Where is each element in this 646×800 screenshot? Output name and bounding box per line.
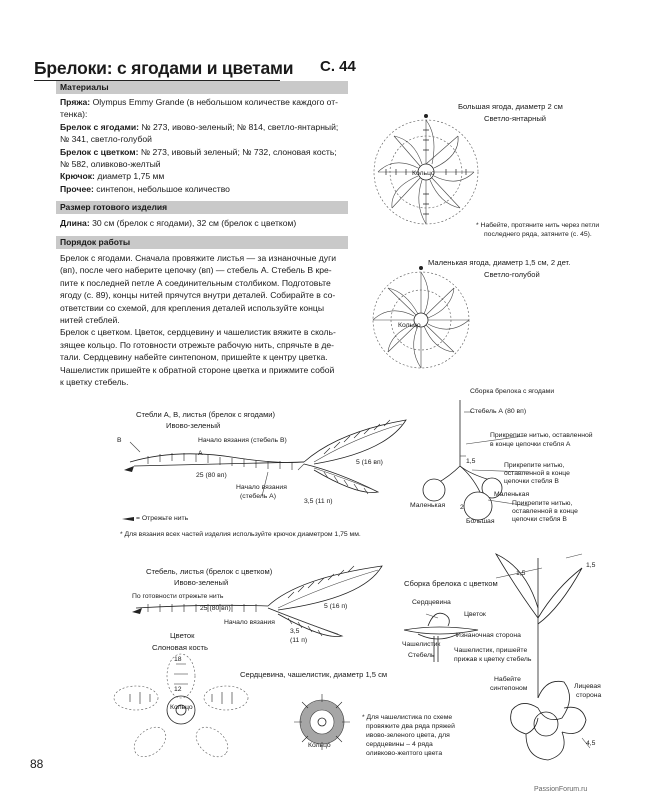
wrong-side-label: Изнаночная сторона: [456, 632, 521, 639]
stem-label: Стебель: [408, 652, 435, 659]
ring-label-3: Кольцо: [170, 704, 193, 711]
attach-3: Прикрепите нитью,: [512, 500, 573, 507]
attach-1: Прикрепите нитью, оставленной: [490, 432, 593, 439]
face-label-1: Лицевая: [574, 683, 601, 690]
core-note-1: * Для чашелистика по схеме: [362, 714, 453, 721]
label-small-1: Маленькая: [410, 502, 446, 509]
yarn-text-2: тенка):: [60, 109, 88, 120]
big-berry-color: Светло-янтарный: [484, 114, 547, 123]
procedure-line: тали. Сердцевину набейте синтепоном, пришейте к центру цветка.: [60, 352, 328, 363]
procedure-line: Брелок с цветком. Цветок, сердцевину и чашелистик вяжите в сколь-: [60, 327, 336, 338]
berries-label: Брелок с ягодами:: [60, 121, 140, 132]
ring-label: Кольцо: [412, 170, 435, 177]
page-number: 88: [30, 757, 44, 771]
chain-25-80: 25 (80 вп): [196, 472, 227, 479]
attach-3b: оставленной в конце: [512, 508, 578, 515]
attach-2b: оставленной в конце: [504, 470, 570, 477]
procedure-text: [60, 252, 352, 388]
label-a: A: [198, 450, 203, 457]
other-label: Прочее:: [60, 183, 94, 194]
flower-stem-color: Ивово-зеленый: [174, 578, 229, 587]
procedure-line: зящее кольцо. По готовности отрежьте рабочую нить, спрячьте в де-: [60, 339, 334, 350]
stuff-label-2: синтепоном: [490, 685, 528, 692]
start-knitting-c: Начало вязания: [224, 619, 275, 626]
procedure-line: к цветку стебель.: [60, 377, 129, 388]
ring-label-2: Кольцо: [398, 322, 421, 329]
procedure-line: ягоду (с. 89), концы нитей прячутся внутри деталей. Собирайте в со-: [60, 290, 336, 301]
procedure-line: нитей стеблей.: [60, 315, 120, 326]
small-berry-title: Маленькая ягода, диаметр 1,5 см, 2 дет.: [428, 258, 571, 267]
other-text: синтепон, небольшое количество: [96, 183, 230, 194]
start-knitting-a-2: (стебель А): [240, 493, 276, 500]
attach-2: Прикрепите нитью,: [504, 462, 565, 469]
yarn-label: Пряжа:: [60, 97, 91, 107]
label-small-2: Маленькая: [494, 491, 530, 498]
procedure-line: Брелок с ягодами. Сначала провяжите листья — за изнаночные дуги: [60, 253, 337, 263]
watermark: PassionForum.ru: [534, 786, 588, 793]
dim-1-5: 1,5: [466, 458, 476, 465]
materials-block: [60, 96, 350, 195]
procedure-heading: Порядок работы: [56, 236, 348, 249]
dim-4-5: 4,5: [586, 740, 596, 747]
sepal-note-1: Чашелистик, пришейте: [454, 647, 528, 654]
core-note-4: сердцевины – 4 ряда: [366, 741, 433, 748]
big-berry-note-2: последнего ряда, затяните (с. 45).: [484, 231, 592, 238]
core-label: Сердцевина: [412, 599, 451, 606]
sepal-label: Чашелистик: [402, 641, 441, 648]
procedure-line: ответствии со схемой, для крепления деталей используйте концы: [60, 302, 325, 313]
flower-label-small: Цветок: [464, 611, 486, 618]
cut-thread-icon: [122, 516, 134, 522]
cut-thread-legend: = Отрежьте нить: [136, 515, 189, 522]
berries-text-2: № 341, светло-голубой: [60, 134, 152, 145]
hook-note: * Для вязания всех частей изделия используйте крючок диаметром 1,75 мм.: [120, 531, 361, 538]
assembly-flower-title: Сборка брелока с цветком: [404, 579, 498, 588]
return-note: По готовности отрежьте нить: [132, 593, 224, 600]
label-big: Большая: [466, 518, 495, 525]
big-berry-title: Большая ягода, диаметр 2 см: [458, 102, 563, 111]
page-title: Брелоки: с ягодами и цветами: [34, 58, 294, 78]
stuff-label-1: Набейте: [494, 676, 521, 683]
core-note-5: оливково-желтого цвета: [366, 750, 443, 757]
face-label-2: сторона: [576, 692, 602, 699]
dim-2: 2: [460, 504, 464, 511]
attach-3c: цепочки стебля В: [512, 516, 567, 523]
dim-1-5b: 1,5: [516, 570, 526, 577]
procedure-line: пите к последней петле А соединительным столбиком. Подготовьте: [60, 277, 331, 288]
length-label: Длина:: [60, 218, 90, 228]
chain-25-80b: 25 (80 вп): [200, 605, 231, 612]
dim-1-5c: 1,5: [586, 562, 596, 569]
core-note-2: провяжите два ряда пряжей: [366, 723, 455, 730]
procedure-line: Чашелистик пришейте к обратной стороне цветка и прижмите собой: [60, 364, 335, 375]
core-note-3: ивово-зеленого цвета, для: [366, 732, 450, 739]
big-berry-note-1: * Набейте, протяните нить через петли: [476, 222, 600, 229]
procedure-line: (вп), после чего наберите цепочку (вп) — стебель А. Стебель В кре-: [60, 265, 332, 276]
small-berry-color: Светло-голубой: [484, 270, 540, 279]
hook-label: Крючок:: [60, 171, 95, 182]
flower-chart-title: Цветок: [170, 631, 195, 640]
flower-label: Брелок с цветком:: [60, 146, 139, 157]
start-knitting-b: Начало вязания (стебель В): [198, 437, 287, 444]
core-chart-title: Сердцевина, чашелистик, диаметр 1,5 см: [240, 670, 388, 679]
num-18: 18: [174, 656, 182, 663]
flower-chart-color: Слоновая кость: [152, 643, 208, 652]
stem-a-80: Стебель А (80 вп): [470, 408, 527, 415]
hook-text: диаметр 1,75 мм: [97, 171, 165, 182]
assembly-berries-title: Сборка брелока с ягодами: [470, 388, 555, 395]
size-heading: Размер готового изделия: [56, 201, 348, 214]
chain-5-16b: 5 (16 п): [324, 603, 348, 610]
materials-heading: Материалы: [56, 81, 348, 94]
stems-title: Стебли А, В, листья (брелок с ягодами): [136, 410, 276, 419]
chain-35-11: 3,5 (11 п): [304, 498, 333, 505]
chain-5-16: 5 (16 вп): [356, 459, 383, 466]
flower-text: № 273, ивовый зеленый; № 732, слоновая кость;: [140, 146, 337, 157]
chain-11b: (11 п): [290, 637, 308, 644]
start-knitting-a-1: Начало вязания: [236, 484, 287, 491]
small-berry-chart: [366, 258, 476, 378]
flower-text-2: № 582, оливково-желтый: [60, 159, 161, 170]
ring-label-4: Кольцо: [308, 742, 331, 749]
num-12: 12: [174, 686, 182, 693]
yarn-text: Olympus Emmy Grande (в небольшом количестве каждого от-: [92, 97, 339, 107]
attach-2c: цепочки стебля В: [504, 478, 559, 485]
stems-color: Ивово-зеленый: [166, 421, 221, 430]
page-reference: С. 44: [320, 58, 356, 75]
berries-text: № 273, ивово-зеленый; № 814, светло-янтарный;: [141, 121, 339, 132]
size-block: [60, 217, 350, 229]
flower-stem-title: Стебель, листья (брелок с цветком): [146, 567, 273, 576]
chain-35-11b: 3,5: [290, 628, 300, 635]
length-text: 30 см (брелок с ягодами), 32 см (брелок с цветком): [92, 218, 297, 228]
sepal-note-2: прижав к цветку стебель: [454, 656, 532, 663]
label-b: B: [117, 437, 122, 444]
attach-1b: в конце цепочки стебля А: [490, 441, 571, 448]
